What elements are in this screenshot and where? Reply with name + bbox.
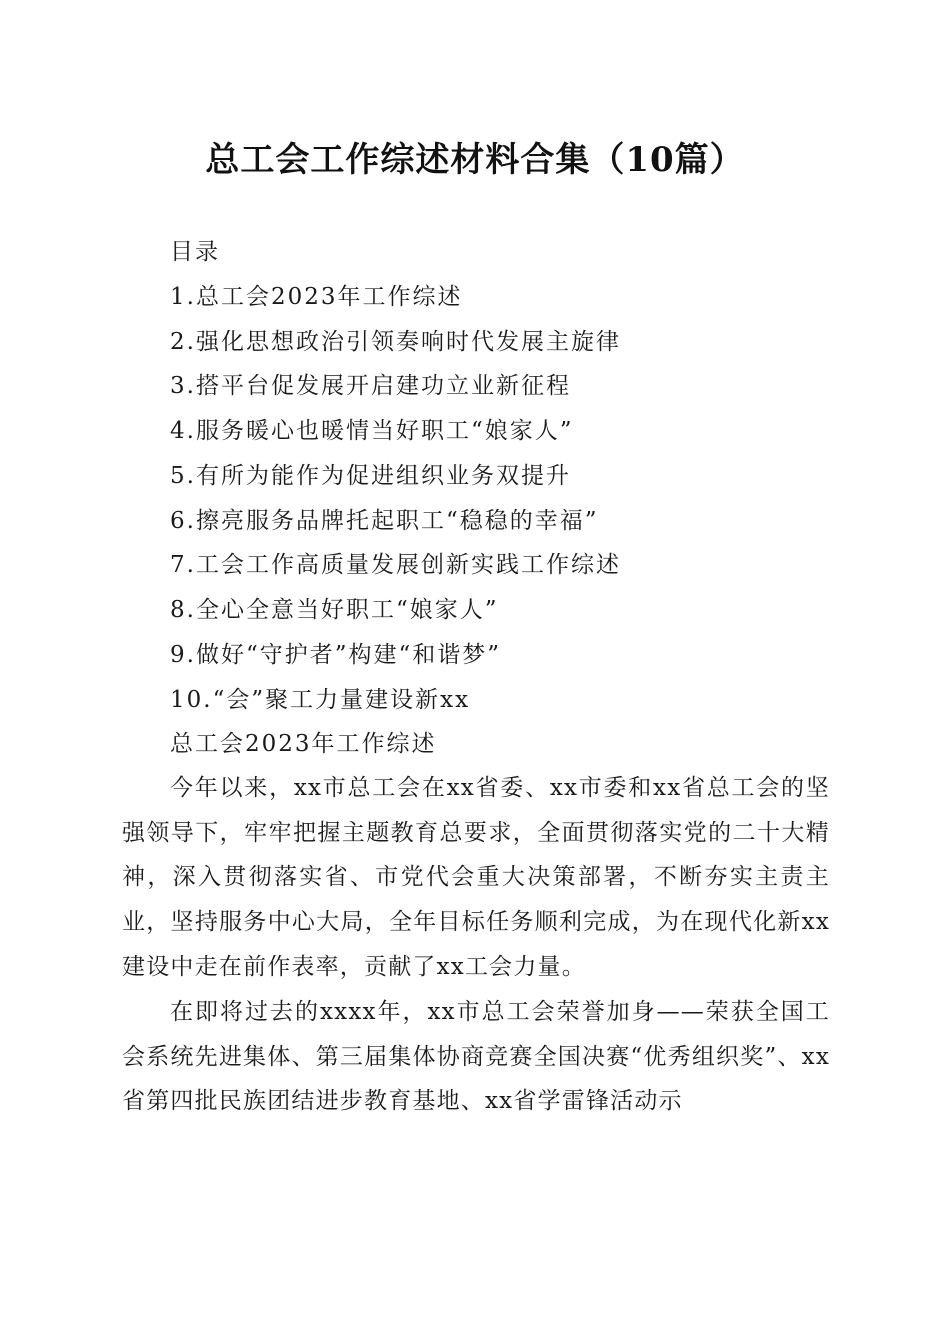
toc-item: 7.工会工作高质量发展创新实践工作综述 xyxy=(170,552,621,578)
body-paragraph: 今年以来，xx市总工会在xx省委、xx市委和xx省总工会的坚强领导下，牢牢把握主题教育总要求，全面贯彻落实党的二十大精神，深入贯彻落实省、市党代会重大决策部署，不断夯实主责主业，坚持服务中心大局，全年目标任务顺利完成，为在现代化新xx建设中走在前作表率，贡献了xx工会力量。 xyxy=(122,775,830,980)
toc-item: 3.搭平台促发展开启建功立业新征程 xyxy=(170,373,571,399)
toc-item: 2.强化思想政治引领奏响时代发展主旋律 xyxy=(170,329,621,355)
toc-item: 1.总工会2023年工作综述 xyxy=(170,284,463,310)
body-paragraph: 在即将过去的xxxx年，xx市总工会荣誉加身——荣获全国工会系统先进集体、第三届集体协商竞赛全国决赛“优秀组织奖”、xx省第四批民族团结进步教育基地、xx省学雷锋活动示 xyxy=(122,999,830,1115)
toc-item: 4.服务暖心也暖情当好职工“娘家人” xyxy=(170,418,574,444)
section-heading: 总工会2023年工作综述 xyxy=(170,731,437,757)
toc-item: 10.“会”聚工力量建设新xx xyxy=(170,687,471,713)
toc-item: 6.擦亮服务品牌托起职工“稳稳的幸福” xyxy=(170,508,599,534)
toc-item: 5.有所为能作为促进组织业务双提升 xyxy=(170,463,571,489)
toc-heading: 目录 xyxy=(170,239,220,265)
toc-item: 8.全心全意当好职工“娘家人” xyxy=(170,597,499,623)
document-title: 总工会工作综述材料合集（10篇） xyxy=(205,140,745,180)
toc-item: 9.做好“守护者”构建“和谐梦” xyxy=(170,642,501,668)
